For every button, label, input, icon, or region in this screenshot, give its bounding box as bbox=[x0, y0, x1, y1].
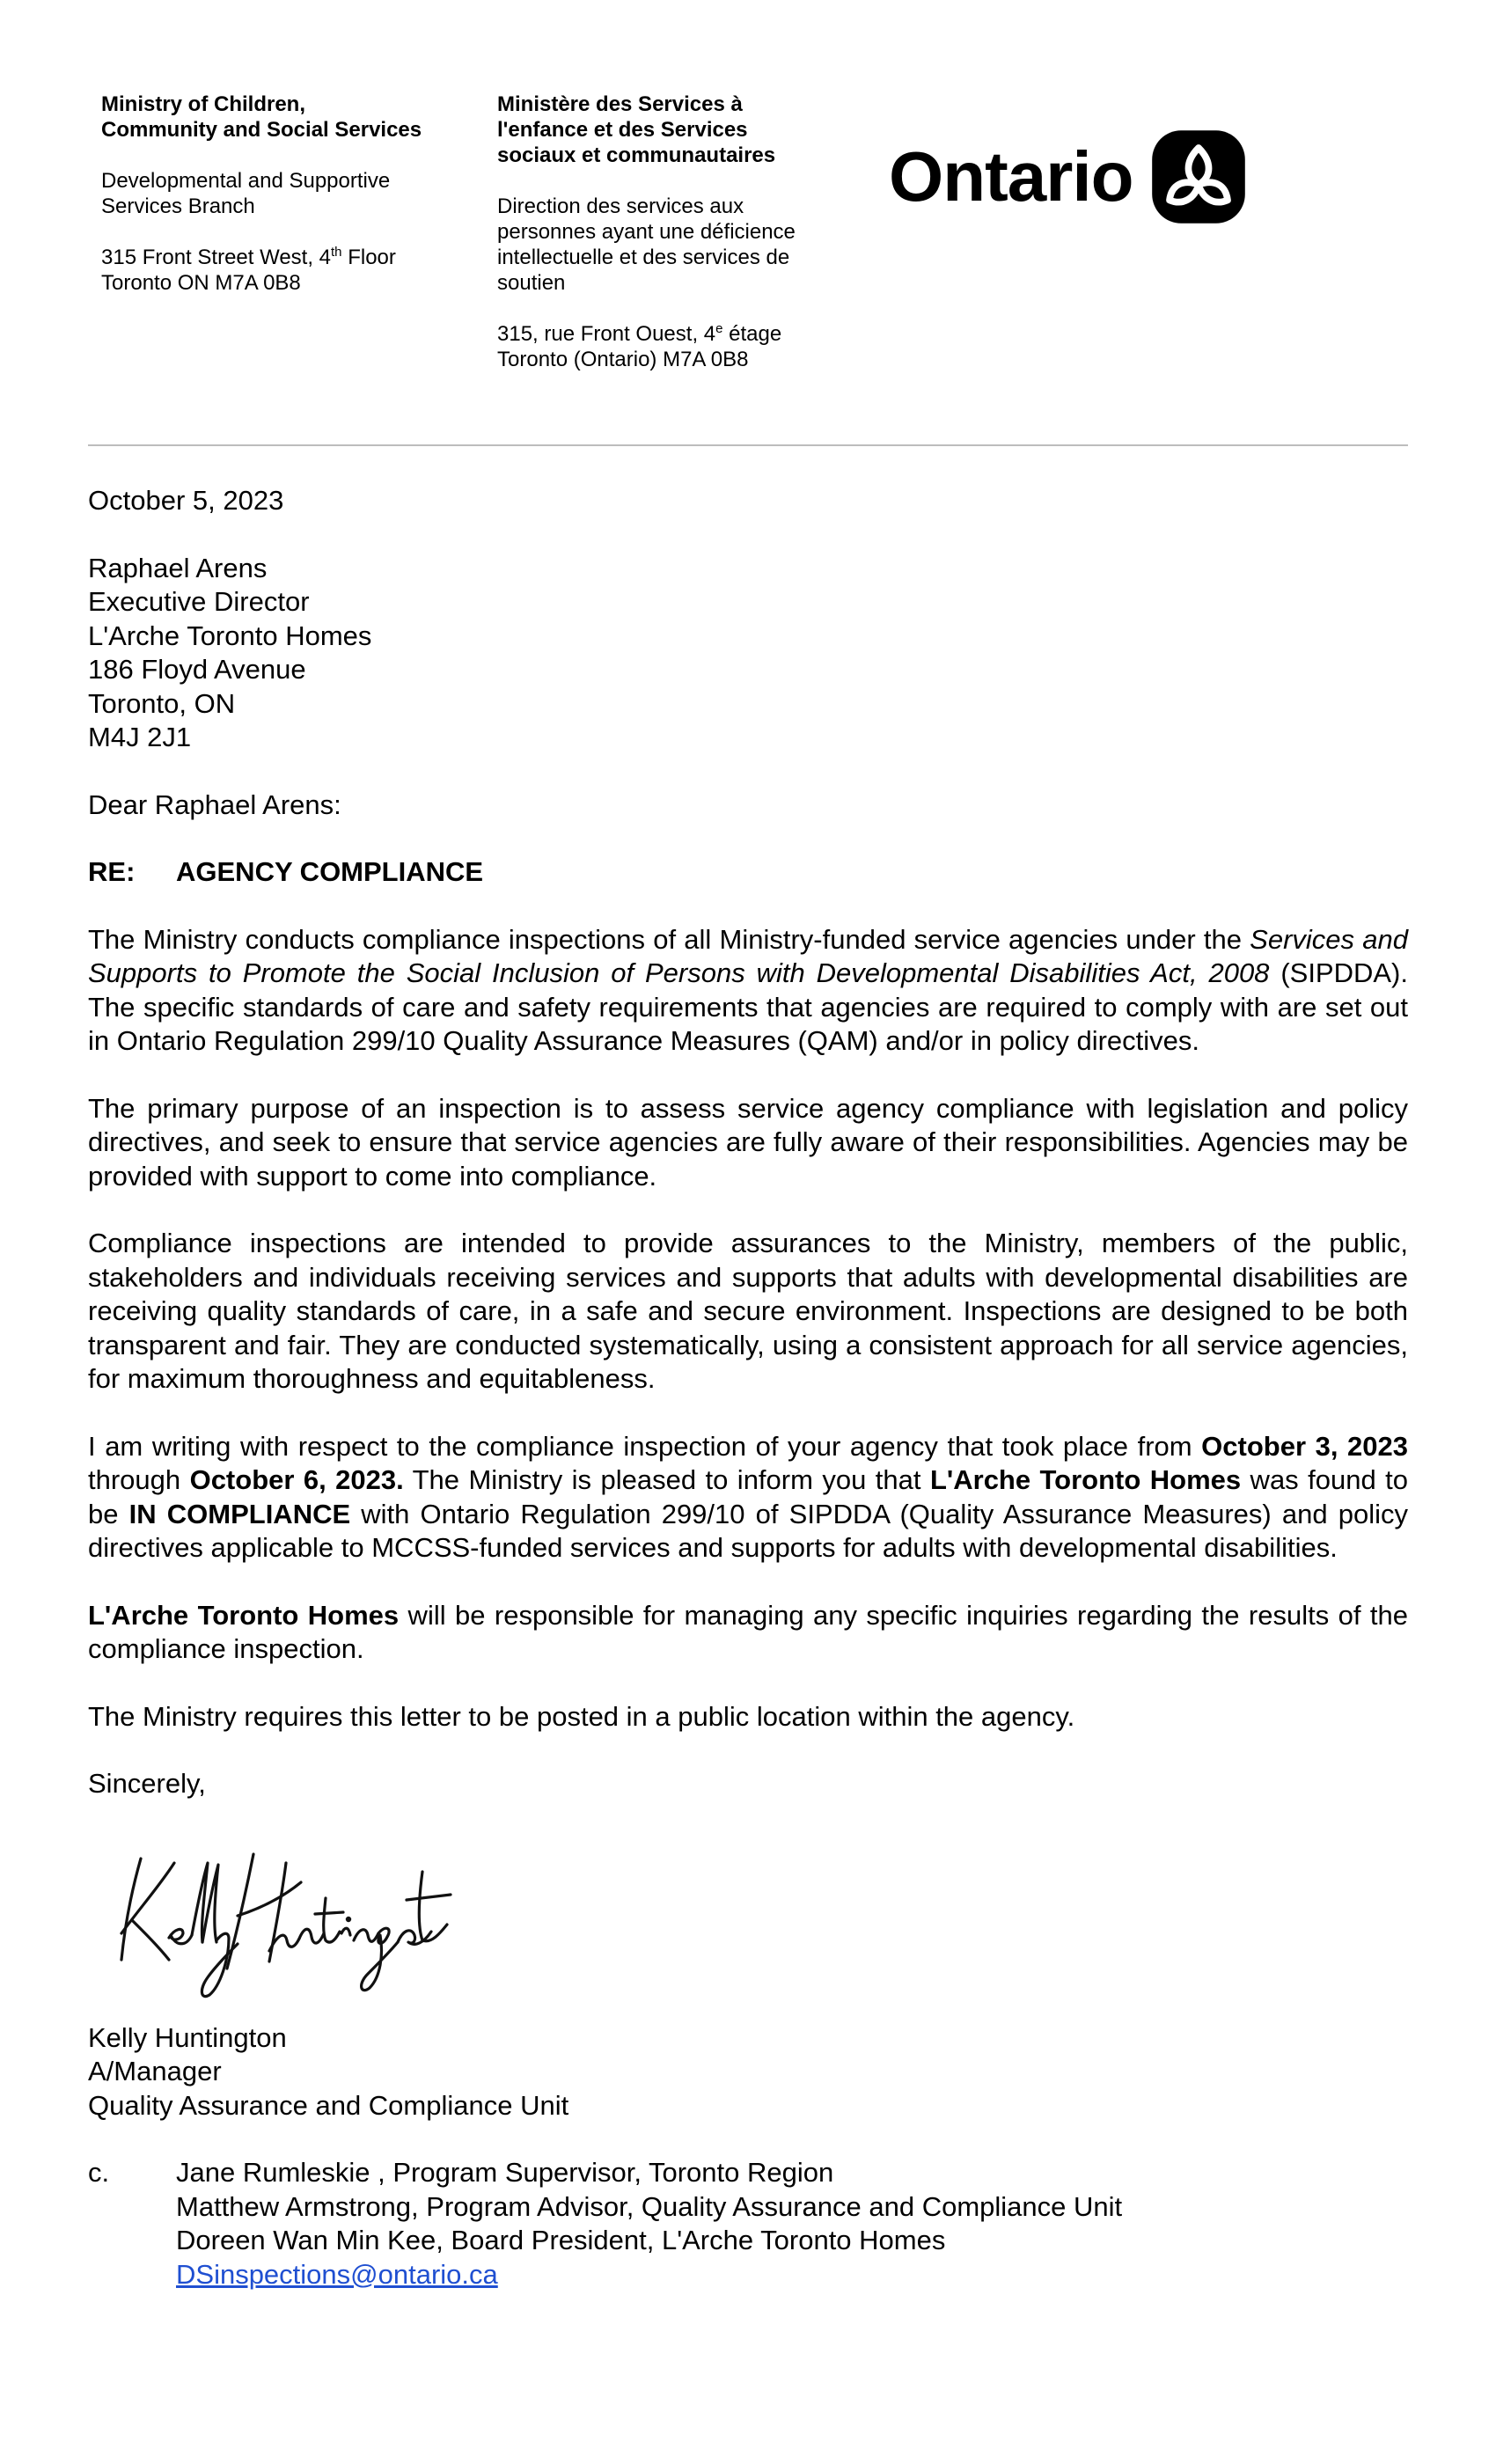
closing: Sincerely, bbox=[88, 1768, 206, 1799]
trillium-icon bbox=[1150, 128, 1247, 225]
recipient-address: Raphael Arens Executive Director L'Arche Toronto Homes 186 Floyd Avenue Toronto, ON M4J 2J1 bbox=[88, 552, 372, 752]
paragraph-5: L'Arche Toronto Homes will be responsible for managing any specific inquiries regarding the results of the compliance inspection. bbox=[88, 1599, 1408, 1664]
paragraph-6: The Ministry requires this letter to be posted in a public location within the agency. bbox=[88, 1700, 1075, 1732]
ministry-name-en: Ministry of Children, Community and Social Services bbox=[101, 92, 422, 142]
act-title: Services and Supports to Promote the Social Inclusion of Persons with Developmental Disabilities Act, 2008 bbox=[88, 923, 1408, 988]
cc-email-link[interactable]: DSinspections@ontario.ca bbox=[176, 2258, 498, 2290]
letter-body bbox=[88, 484, 1408, 2292]
letterhead-english bbox=[101, 92, 471, 296]
address-fr: 315, rue Front Ouest, 4e étage Toronto (Ontario) M7A 0B8 bbox=[497, 321, 782, 371]
branch-name-en: Developmental and Supportive Services Branch bbox=[101, 169, 391, 218]
ontario-wordmark: Ontario bbox=[889, 137, 1133, 216]
letter-date: October 5, 2023 bbox=[88, 485, 284, 516]
cc-recipient: Matthew Armstrong, Program Advisor, Quality Assurance and Compliance Unit bbox=[176, 2190, 1123, 2222]
cc-label: c. bbox=[88, 2157, 110, 2188]
paragraph-1: The Ministry conducts compliance inspections of all Ministry-funded service agencies under the Services and Supports to Promote the Social Inclusion of Persons with Developmental Disabilities Act, 2008 (SIPDDA). The specific standards of care and safety requirements that agencies are required to comply with are set out in Ontario Regulation 299/10 Quality Assurance Measures (QAM) and/or in policy directives. bbox=[88, 923, 1408, 1056]
subject-line: RE: AGENCY COMPLIANCE bbox=[88, 856, 484, 887]
compliance-status: IN COMPLIANCE bbox=[128, 1498, 351, 1529]
handwritten-signature bbox=[106, 1828, 475, 2004]
cc-recipient: Doreen Wan Min Kee, Board President, L'Arche Toronto Homes bbox=[176, 2225, 946, 2255]
paragraph-2: The primary purpose of an inspection is to assess service agency compliance with legislation and policy directives, and seek to ensure that service agencies are fully aware of their responsibilities. Agencies may be provided with support to come into compliance. bbox=[88, 1092, 1408, 1192]
header-divider bbox=[88, 444, 1408, 446]
ontario-logo bbox=[889, 128, 1247, 225]
paragraph-4: I am writing with respect to the compliance inspection of your agency that took place from October 3, 2023 through October 6, 2023. The Ministry is pleased to inform you that L'Arche Toronto Homes was found to be IN COMPLIANCE with Ontario Regulation 299/10 of SIPDDA (Quality Assurance Measures) and policy directives applicable to MCCSS-funded services and supports for adults with developmental disabilities. bbox=[88, 1430, 1408, 1563]
address-en: 315 Front Street West, 4th Floor Toronto ON M7A 0B8 bbox=[101, 245, 396, 295]
cc-recipients bbox=[176, 2156, 1122, 2292]
ministry-name-fr: Ministère des Services à l'enfance et des Services sociaux et communautaires bbox=[497, 92, 776, 167]
branch-name-fr: Direction des services aux personnes ayant une déficience intellectuelle et des services de soutien bbox=[497, 194, 796, 295]
salutation: Dear Raphael Arens: bbox=[88, 788, 341, 820]
signatory: Kelly Huntington A/Manager Quality Assurance and Compliance Unit bbox=[88, 2021, 569, 2121]
carbon-copy-list bbox=[88, 2156, 1408, 2292]
paragraph-3: Compliance inspections are intended to provide assurances to the Ministry, members of the public, stakeholders and individuals receiving services and supports that adults with developmental disabilities are receiving quality standards of care, in a safe and secure environment. Inspections are designed to be both transparent and fair. They are conducted systematically, using a consistent approach for all service agencies, for maximum thoroughness and equitableness. bbox=[88, 1228, 1408, 1394]
cc-recipient: Jane Rumleskie , Program Supervisor, Toronto Region bbox=[176, 2157, 834, 2188]
letterhead-french bbox=[497, 92, 867, 372]
